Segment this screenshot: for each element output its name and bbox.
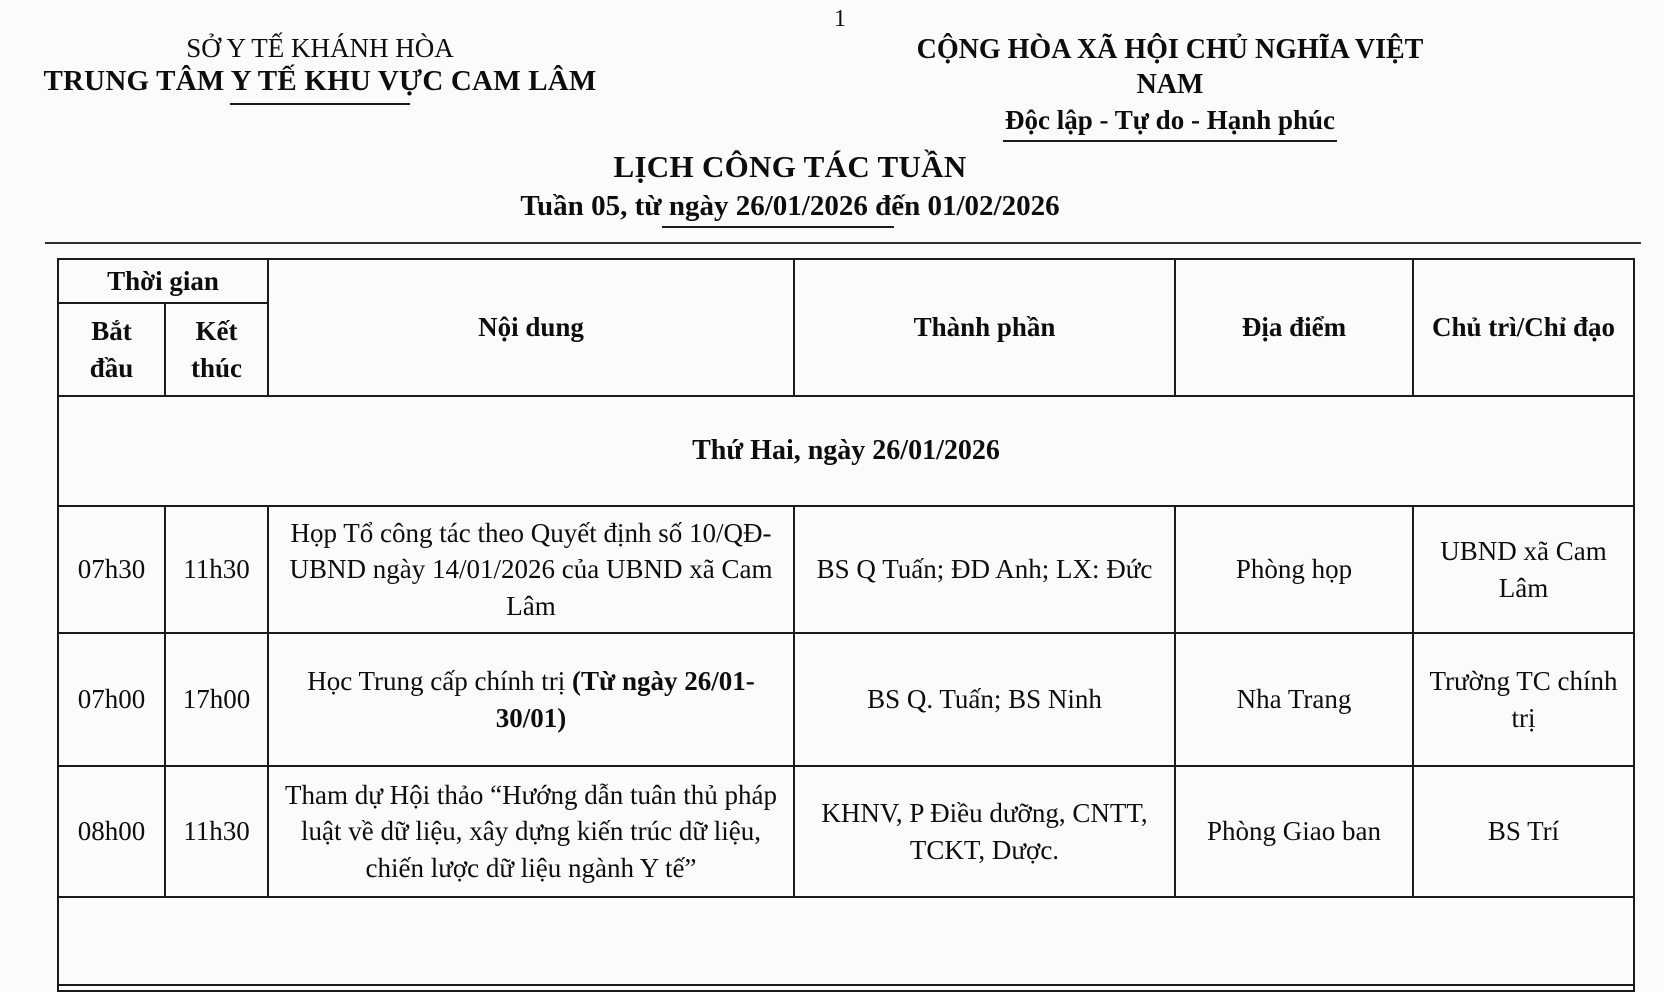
- day-header-row: [58, 396, 1634, 506]
- cell-location: Phòng họp: [1175, 506, 1413, 633]
- schedule-row: [58, 506, 1634, 633]
- cell-location: Nha Trang: [1175, 633, 1413, 766]
- cell-chair: Trường TC chính trị: [1413, 633, 1634, 766]
- cell-content: Tham dự Hội thảo “Hướng dẫn tuân thủ pháp luật về dữ liệu, xây dựng kiến trúc dữ liệu, chiến lược dữ liệu ngành Y tế”: [268, 766, 794, 897]
- org-name: TRUNG TÂM Y TẾ KHU VỰC CAM LÂM: [43, 65, 597, 98]
- col-header-content: Nội dung: [268, 259, 794, 396]
- cell-chair: BS Trí: [1413, 766, 1634, 897]
- org-header-block: [40, 32, 600, 105]
- document-subtitle: Tuần 05, từ ngày 26/01/2026 đến 01/02/2026: [520, 190, 1060, 223]
- national-header-block: [890, 32, 1450, 142]
- weekly-schedule-table: [57, 258, 1635, 992]
- table-header-row-1: [58, 259, 1634, 303]
- cell-content: Học Trung cấp chính trị (Từ ngày 26/01-30/01): [268, 633, 794, 766]
- empty-day-cell: [58, 897, 1634, 985]
- cell-location: Phòng Giao ban: [1175, 766, 1413, 897]
- cutoff-cell: [58, 985, 1634, 991]
- org-name-underline: [230, 103, 410, 105]
- cell-end-time: 17h00: [165, 633, 268, 766]
- table-top-rule: [45, 242, 1641, 244]
- col-header-chair: Chủ trì/Chỉ đạo: [1413, 259, 1634, 396]
- cell-content: Họp Tổ công tác theo Quyết định số 10/QĐ-UBND ngày 14/01/2026 của UBND xã Cam Lâm: [268, 506, 794, 633]
- national-motto-line2: Độc lập - Tự do - Hạnh phúc: [1003, 104, 1337, 142]
- cell-start-time: 07h00: [58, 633, 165, 766]
- national-motto-line1: CỘNG HÒA XÃ HỘI CHỦ NGHĨA VIỆT NAM: [916, 34, 1424, 100]
- cell-chair: UBND xã Cam Lâm: [1413, 506, 1634, 633]
- cell-participants: KHNV, P Điều dưỡng, CNTT, TCKT, Dược.: [794, 766, 1175, 897]
- empty-day-row: [58, 897, 1634, 985]
- col-header-time-group: Thời gian: [58, 259, 268, 303]
- cell-participants: BS Q Tuấn; ĐD Anh; LX: Đức: [794, 506, 1175, 633]
- schedule-row: [58, 766, 1634, 897]
- cutoff-row: [58, 985, 1634, 991]
- document-title-block: [0, 148, 1580, 228]
- day-header-label: Thứ Hai, ngày 26/01/2026: [58, 396, 1634, 506]
- page-number: 1: [834, 6, 846, 32]
- org-parent-name: SỞ Y TẾ KHÁNH HÒA: [186, 33, 454, 63]
- col-header-start-time: Bắt đầu: [58, 303, 165, 396]
- cell-end-time: 11h30: [165, 506, 268, 633]
- cell-end-time: 11h30: [165, 766, 268, 897]
- cell-start-time: 08h00: [58, 766, 165, 897]
- col-header-participants: Thành phần: [794, 259, 1175, 396]
- document-title: LỊCH CÔNG TÁC TUẦN: [613, 149, 967, 184]
- cell-participants: BS Q. Tuấn; BS Ninh: [794, 633, 1175, 766]
- cell-start-time: 07h30: [58, 506, 165, 633]
- schedule-row: [58, 633, 1634, 766]
- col-header-location: Địa điểm: [1175, 259, 1413, 396]
- subtitle-underline: [662, 226, 894, 228]
- col-header-end-time: Kết thúc: [165, 303, 268, 396]
